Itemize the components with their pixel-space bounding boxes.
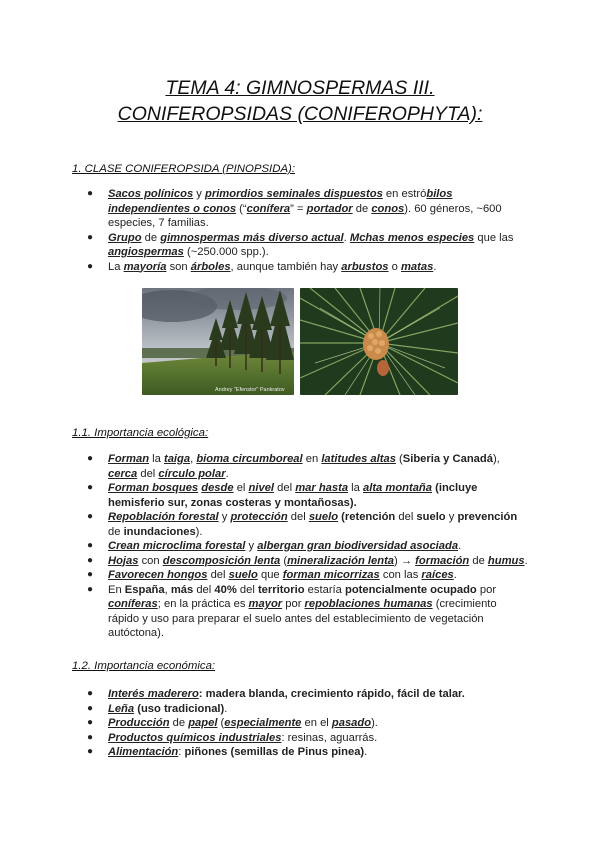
key-term: raíces [421, 569, 454, 581]
list-item [87, 583, 528, 641]
key-term: forman micorrizas [282, 569, 380, 581]
text-segment: ). [371, 717, 378, 729]
text-segment: en el [301, 717, 332, 729]
key-term: protección [230, 511, 288, 523]
bullet-icon: ● [87, 702, 94, 714]
text-segment: que las [474, 231, 514, 244]
bullet-icon: ● [87, 511, 94, 522]
text-segment: del [287, 511, 309, 523]
list-item [87, 745, 528, 760]
text-segment: la [149, 453, 164, 465]
list-item [87, 731, 528, 746]
bullet-icon: ● [87, 746, 94, 757]
key-term: bioma circumboreal [196, 453, 303, 465]
title-line-2: CONIFEROPSIDAS (CONIFEROPHYTA): [117, 103, 483, 125]
text-segment: ( [395, 453, 403, 465]
key-term: albergan gran biodiversidad asociada [257, 540, 459, 552]
key-term: Mchas menos especies [349, 231, 475, 244]
bold-text: 40% [214, 583, 237, 596]
key-term: conos [371, 202, 405, 215]
key-term: Forman bosques [108, 482, 199, 494]
key-term: Hojas [108, 554, 139, 567]
key-term: Repoblación forestal [108, 511, 219, 523]
section-heading-clase: 1. CLASE CONIFEROPSIDA (PINOPSIDA): [72, 163, 296, 175]
text-segment: , aunque también hay [230, 260, 342, 273]
key-term: arbustos [341, 260, 389, 273]
key-term: angiospermas [108, 246, 184, 258]
list-item [87, 510, 528, 539]
bullet-icon: ● [87, 231, 94, 243]
key-term: Sacos polínicos [108, 188, 194, 200]
key-term: repoblaciones humanas [304, 598, 433, 610]
bold-text: (semillas de Pinus pinea) [227, 746, 365, 758]
bullet-icon: ● [87, 260, 94, 272]
key-term: humus [487, 554, 525, 567]
text-segment: ), [492, 453, 500, 465]
section2-list [87, 452, 528, 641]
key-term: especialmente [224, 717, 302, 729]
key-term: nivel [248, 482, 275, 494]
text-segment: ( [217, 717, 225, 729]
text-segment: . [364, 746, 368, 758]
text-segment: del [236, 583, 258, 596]
key-term: gimnospermas más diverso actual [160, 231, 344, 244]
key-term: suelo [228, 569, 258, 581]
bullet-icon: ● [87, 453, 94, 464]
bullet-icon: ● [87, 188, 94, 199]
text-segment: el [233, 482, 249, 494]
text-segment: son [166, 260, 191, 273]
text-segment: En [108, 583, 125, 596]
key-term: coníferas [108, 598, 158, 610]
key-term: descomposición lenta [162, 554, 281, 567]
text-segment: ). 60 géneros, ~600 especies, 7 familias. [108, 202, 502, 229]
text-segment: ( [280, 554, 288, 567]
bullet-icon: ● [87, 731, 94, 743]
bold-text: (incluye hemisferio sur, zonas costeras y montañosas). [108, 482, 478, 509]
key-term: Leña [108, 702, 135, 715]
bold-text: inundaciones [123, 525, 196, 538]
key-term: bilos independientes o conos [108, 188, 453, 215]
text-segment: del [207, 569, 229, 581]
text-segment: por [476, 583, 497, 596]
text-segment: : resinas, aguarrás. [281, 731, 378, 744]
key-term: árboles [190, 260, 231, 273]
key-term: mayoría [123, 260, 167, 273]
text-segment: del [137, 467, 159, 480]
key-term: Grupo [108, 231, 142, 244]
bullet-icon: ● [87, 717, 94, 728]
key-term: Forman [108, 453, 150, 465]
section3-list [87, 687, 528, 760]
bold-text: España [124, 583, 165, 596]
text-segment: de [352, 202, 372, 215]
text-segment: La [108, 260, 124, 273]
bold-text: territorio [257, 583, 305, 596]
list-item [87, 687, 528, 702]
text-segment: ). [195, 525, 203, 538]
bold-text: (uso tradicional) [134, 702, 225, 715]
text-segment: de [169, 717, 189, 729]
list-item [87, 452, 528, 481]
key-term: latitudes altas [321, 453, 396, 465]
key-term: alta montaña [362, 482, 432, 494]
section-heading-economica: 1.2. Importancia económica: [72, 660, 216, 672]
bullet-icon: ● [87, 569, 94, 580]
text-segment: con las [379, 569, 422, 581]
key-term: conífera [246, 202, 291, 215]
list-item [87, 260, 528, 275]
text-segment: . [225, 467, 229, 480]
key-term: taiga [163, 453, 191, 465]
text-segment: y [218, 511, 231, 523]
text-segment: (“ [236, 202, 247, 215]
text-segment: , [190, 453, 197, 465]
text-segment: . [343, 231, 350, 244]
list-item [87, 568, 528, 583]
section-heading-ecologica: 1.1. Importancia ecológica: [72, 427, 209, 439]
bold-text: : madera blanda, crecimiento rápido, fácil de talar. [198, 688, 465, 700]
text-segment: la [348, 482, 363, 494]
bullet-icon: ● [87, 540, 94, 551]
text-segment: de [141, 231, 161, 244]
list-item [87, 539, 528, 554]
key-term: Productos químicos industriales [108, 731, 282, 744]
key-term: cerca [108, 467, 138, 480]
text-segment: y [445, 511, 458, 523]
list-item [87, 716, 528, 731]
text-segment: de [469, 554, 488, 567]
key-term: primordios seminales dispuestos [205, 188, 383, 200]
text-segment: ) → [394, 554, 416, 567]
key-term: desde [201, 482, 234, 494]
bold-text: (retención [338, 511, 396, 523]
key-term: formación [415, 554, 470, 567]
bold-text: más [170, 583, 194, 596]
text-segment: que [257, 569, 283, 581]
key-term: matas [400, 260, 434, 273]
key-term: Favorecen hongos [108, 569, 208, 581]
text-segment: . [453, 569, 457, 581]
text-segment: en estró [382, 188, 427, 200]
bullet-icon: ● [87, 688, 94, 699]
forest-photo [142, 288, 294, 395]
text-segment: del [395, 511, 417, 523]
key-term: Interés maderero [108, 688, 199, 700]
text-segment: de [108, 525, 124, 538]
title-line-1: TEMA 4: GIMNOSPERMAS III. [165, 77, 435, 99]
list-item [87, 231, 528, 260]
text-segment: del [193, 583, 215, 596]
bullet-icon: ● [87, 482, 94, 493]
key-term: pasado [331, 717, 372, 729]
page-title [40, 75, 560, 127]
photo-credit: Andrey "Efenstor" Pankratov [215, 387, 285, 393]
text-segment: estaría [304, 583, 345, 596]
list-item [87, 554, 528, 569]
list-item [87, 702, 528, 717]
text-segment: , [164, 583, 171, 596]
text-segment: (crecimiento rápido y uso para preparar el suelo antes del establecimiento de vegetación autóctona). [108, 598, 497, 639]
bold-text: suelo [416, 511, 446, 523]
text-segment: . [458, 540, 462, 552]
text-segment: . [524, 554, 528, 567]
key-term: Alimentación [108, 746, 179, 758]
bold-text: prevención [457, 511, 518, 523]
text-segment: . [433, 260, 437, 273]
text-segment: por [282, 598, 305, 610]
text-segment: (~250.000 spp.). [183, 246, 269, 258]
bold-text: potencialmente ocupado [344, 583, 477, 596]
bullet-icon: ● [87, 583, 94, 595]
text-segment: y [245, 540, 258, 552]
key-term: Crean microclima forestal [108, 540, 246, 552]
key-term: papel [188, 717, 218, 729]
section1-list [87, 187, 528, 274]
bullet-icon: ● [87, 554, 94, 566]
text-segment: y [193, 188, 205, 200]
bold-text: Siberia y Canadá [402, 453, 493, 465]
list-item [87, 187, 528, 231]
pine-cone-photo [300, 288, 458, 395]
key-term: mineralización lenta [287, 554, 395, 567]
bold-text: piñones [184, 746, 228, 758]
text-segment: ” = [290, 202, 307, 215]
text-segment: o [388, 260, 401, 273]
key-term: mar hasta [295, 482, 349, 494]
key-term: suelo [308, 511, 339, 523]
key-term: círculo polar [158, 467, 226, 480]
list-item [87, 481, 528, 510]
text-segment: del [274, 482, 296, 494]
text-segment: . [224, 702, 228, 715]
text-segment: ; en la práctica es [157, 598, 249, 610]
text-segment: con [138, 554, 163, 567]
text-segment: : [178, 746, 185, 758]
key-term: mayor [248, 598, 283, 610]
key-term: Producción [108, 717, 170, 729]
key-term: portador [306, 202, 353, 215]
text-segment: en [302, 453, 322, 465]
